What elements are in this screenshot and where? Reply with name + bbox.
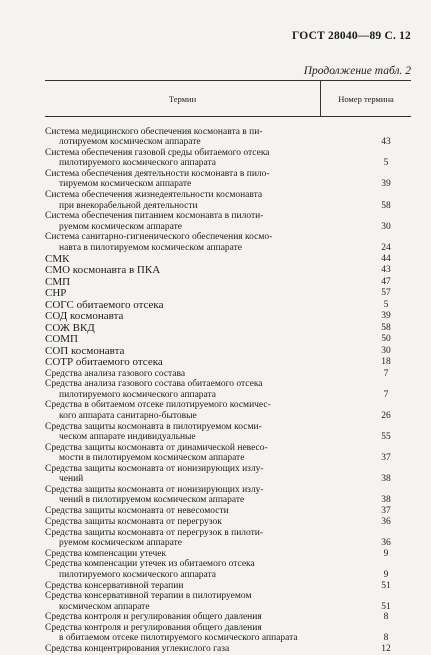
term-number: 30	[381, 345, 391, 356]
term-line-1: СОД космонавта	[45, 310, 124, 323]
term-line-1: СОГС обитаемого отсека	[45, 298, 164, 311]
term-number: 43	[381, 137, 391, 148]
term-number: 24	[381, 242, 391, 253]
table-body	[45, 117, 411, 655]
term-text	[45, 357, 335, 368]
term-number: 30	[381, 221, 391, 232]
table-row	[45, 400, 411, 421]
table-row	[45, 559, 411, 580]
term-line-1: Система обеспечения деятельности космонавта в пило-	[45, 169, 270, 180]
term-line-2: руемом космическом аппарате	[59, 221, 182, 232]
term-number: 39	[381, 311, 391, 322]
table-row	[45, 169, 411, 190]
term-line-1: Средства компенсации утечек из обитаемого отсека	[45, 559, 255, 570]
term-line-1: Средства контроля и регулирования общего давления	[45, 623, 262, 634]
term-text	[45, 612, 335, 622]
term-text	[45, 443, 335, 464]
term-line-1: СОМП	[45, 333, 79, 346]
term-text	[45, 300, 335, 311]
term-number: 51	[381, 580, 391, 591]
term-text	[45, 148, 335, 169]
term-line-2: мости в пилотируемом космическом аппарате	[59, 452, 245, 463]
term-line-2: пилотируемого космического аппарата	[59, 158, 217, 169]
term-line-1: Система обеспечения жизнедеятельности космонавта	[45, 190, 263, 201]
term-line-1: Средства анализа газового состава обитаемого отсека	[45, 379, 263, 390]
term-number: 55	[381, 431, 391, 442]
term-text	[45, 232, 335, 253]
column-header-term: Термин	[45, 81, 321, 116]
term-line-1: СМК	[45, 252, 70, 265]
term-line-1: Средства консервативной терапии	[45, 580, 184, 591]
term-text	[45, 265, 335, 276]
term-text	[45, 591, 335, 612]
table-row	[45, 288, 411, 299]
term-line-1: Система обеспечения газовой среды обитаемого отсека	[45, 148, 270, 159]
term-text	[45, 559, 335, 580]
terms-table	[45, 80, 411, 655]
term-line-1: Средства защиты космонавта от динамической невесо-	[45, 442, 268, 453]
term-line-2: руемом космическом аппарате	[59, 537, 182, 548]
term-number: 18	[381, 357, 391, 368]
term-text	[45, 334, 335, 345]
term-number: 38	[381, 495, 391, 506]
term-text	[45, 422, 335, 443]
term-text	[45, 464, 335, 485]
table-row	[45, 334, 411, 345]
page-header: ГОСТ 28040—89 С. 12	[292, 30, 411, 42]
term-text	[45, 323, 335, 334]
term-number: 58	[381, 200, 391, 211]
term-text	[45, 400, 335, 421]
term-line-1: СОП космонавта	[45, 344, 125, 357]
term-text	[45, 623, 335, 644]
term-line-2: при внекорабельной деятельности	[59, 200, 198, 211]
term-text	[45, 517, 335, 527]
term-line-1: Средства консервативной терапии в пилотируемом	[45, 591, 252, 602]
term-line-2: в обитаемом отсеке пилотируемого космического аппарата	[59, 633, 298, 644]
term-text	[45, 288, 335, 299]
term-text	[45, 277, 335, 288]
term-line-1: СМП	[45, 275, 71, 288]
term-number: 8	[383, 612, 389, 623]
term-line-2: лотируемом космическом аппарате	[59, 137, 201, 148]
term-line-1: СНР	[45, 287, 67, 300]
term-number: 39	[381, 179, 391, 190]
table-row	[45, 300, 411, 311]
term-line-2: тируемом космическом аппарате	[59, 179, 192, 190]
term-text	[45, 485, 335, 506]
term-number: 37	[381, 452, 391, 463]
table-row	[45, 485, 411, 506]
table-row	[45, 517, 411, 527]
term-text	[45, 254, 335, 265]
term-number: 7	[383, 389, 389, 400]
table-row	[45, 422, 411, 443]
term-line-1: Средства защиты космонавта от невесомости	[45, 505, 229, 516]
table-row	[45, 254, 411, 265]
term-text	[45, 190, 335, 211]
term-line-2: космическом аппарате	[59, 601, 150, 612]
term-text	[45, 346, 335, 357]
term-line-1: Средства защиты космонавта от ионизирующих излу-	[45, 463, 264, 474]
term-number: 36	[381, 537, 391, 548]
term-line-1: Средства анализа газового состава	[45, 368, 186, 379]
term-number: 51	[381, 601, 391, 612]
term-number: 36	[381, 516, 391, 527]
term-number: 47	[381, 276, 391, 287]
term-text	[45, 169, 335, 190]
term-number: 9	[383, 569, 389, 580]
term-text	[45, 311, 335, 322]
table-row	[45, 581, 411, 591]
term-number: 7	[383, 368, 389, 379]
table-row	[45, 443, 411, 464]
term-number: 26	[381, 410, 391, 421]
table-row	[45, 311, 411, 322]
term-line-1: Система медицинского обеспечения космонавта в пи-	[45, 127, 263, 137]
table-row	[45, 379, 411, 400]
term-line-2: пилотируемого космического аппарата	[59, 569, 217, 580]
table-row	[45, 591, 411, 612]
term-line-1: Средства в обитаемом отсеке пилотируемого космичес-	[45, 400, 271, 411]
term-number: 9	[383, 548, 389, 559]
term-text	[45, 211, 335, 232]
table-row	[45, 623, 411, 644]
term-line-2: кого аппарата санитарно-бытовые	[59, 410, 197, 421]
table-header	[45, 81, 411, 117]
term-line-2: навта в пилотируемом космическом аппарате	[59, 242, 243, 253]
table-row	[45, 369, 411, 379]
term-line-2: ческом аппарате индивидуальные	[59, 431, 196, 442]
term-line-2: чений	[59, 474, 84, 485]
term-text	[45, 644, 335, 654]
table-row	[45, 346, 411, 357]
table-row	[45, 528, 411, 549]
table-row	[45, 612, 411, 622]
term-line-1: Система санитарно-гигиенического обеспечения космо-	[45, 232, 273, 243]
table-row	[45, 127, 411, 148]
table-row	[45, 644, 411, 654]
term-text	[45, 369, 335, 379]
term-number: 44	[381, 253, 391, 264]
term-text	[45, 528, 335, 549]
term-text	[45, 379, 335, 400]
term-number: 38	[381, 474, 391, 485]
term-line-1: Средства контроля и регулирования общего давления	[45, 612, 262, 623]
table-row	[45, 190, 411, 211]
table-row	[45, 464, 411, 485]
term-line-2: пилотируемого космического аппарата	[59, 389, 217, 400]
term-line-1: СМО космонавта в ПКА	[45, 264, 161, 277]
term-line-1: Средства концентрирования углекислого газа	[45, 644, 230, 655]
term-line-2: чений в пилотируемом космическом аппарате	[59, 495, 245, 506]
term-line-1: Средства защиты космонавта от ионизирующих излу-	[45, 484, 264, 495]
table-row	[45, 323, 411, 334]
term-number: 12	[381, 644, 391, 655]
term-line-1: Средства защиты космонавта в пилотируемом косми-	[45, 421, 262, 432]
term-text	[45, 581, 335, 591]
term-number: 5	[383, 299, 389, 310]
term-number: 58	[381, 322, 391, 333]
term-number: 5	[383, 158, 389, 169]
term-number: 43	[381, 265, 391, 276]
term-text	[45, 127, 335, 148]
table-row	[45, 277, 411, 288]
term-line-1: СОЖ ВКД	[45, 321, 95, 334]
table-row	[45, 506, 411, 516]
term-number: 57	[381, 288, 391, 299]
term-line-1: Средства защиты космонавта от перегрузок в пилоти-	[45, 527, 264, 538]
table-continuation-label: Продолжение табл. 2	[303, 65, 411, 77]
term-text	[45, 549, 335, 559]
term-number: 50	[381, 334, 391, 345]
term-text	[45, 506, 335, 516]
term-line-1: Средства компенсации утечек	[45, 548, 167, 559]
term-line-1: СОТР обитаемого отсека	[45, 356, 163, 369]
table-row	[45, 549, 411, 559]
term-number: 8	[383, 633, 389, 644]
table-row	[45, 265, 411, 276]
table-row	[45, 357, 411, 368]
term-line-1: Средства защиты космонавта от перегрузок	[45, 516, 222, 527]
table-row	[45, 148, 411, 169]
table-row	[45, 232, 411, 253]
term-line-1: Система обеспечения питанием космонавта в пилоти-	[45, 211, 264, 222]
term-number: 37	[381, 505, 391, 516]
column-header-number: Номер термина	[338, 93, 394, 104]
table-row	[45, 211, 411, 232]
